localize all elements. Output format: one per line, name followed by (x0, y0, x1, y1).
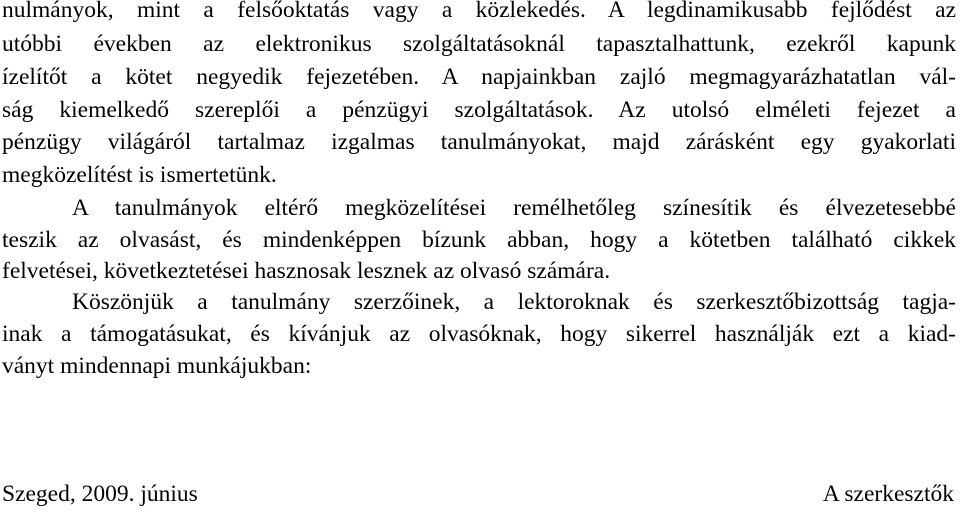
text-line: utóbbi években az elektronikus szolgáltatásoknál tapasztalhattunk, ezekről kapunk (2, 31, 956, 57)
text-line: ízelítőt a kötet negyedik fejezetében. A napjainkban zajló megmagyarázhatatlan vál- (2, 64, 956, 90)
text-line: megközelítést is ismertetünk. (2, 162, 277, 188)
signature: A szerkesztők (822, 481, 954, 507)
text-line: ság kiemelkedő szereplői a pénzügyi szolgáltatások. Az utolsó elméleti fejezet a (2, 97, 956, 123)
text-line: Köszönjük a tanulmány szerzőinek, a lektoroknak és szerkesztőbizottság tagja- (72, 289, 956, 315)
text-line: inak a támogatásukat, és kívánjuk az olvasóknak, hogy sikerrel használják ezt a kiad- (2, 321, 956, 347)
text-line: pénzügy világáról tartalmaz izgalmas tanulmányokat, majd zárásként egy gyakorlati (2, 129, 956, 155)
text-line: ványt mindennapi munkájukban: (2, 353, 312, 379)
text-line: nulmányok, mint a felsőoktatás vagy a közlekedés. A legdinamikusabb fejlődést az (2, 0, 956, 23)
text-line: A tanulmányok eltérő megközelítései remélhetőleg színesítik és élvezetesebbé (72, 195, 956, 221)
place-date: Szeged, 2009. június (2, 481, 198, 507)
text-line: teszik az olvasást, és mindenképpen bízunk abban, hogy a kötetben található cikkek (2, 227, 956, 253)
text-line: felvetései, következtetései hasznosak lesznek az olvasó számára. (2, 258, 611, 284)
